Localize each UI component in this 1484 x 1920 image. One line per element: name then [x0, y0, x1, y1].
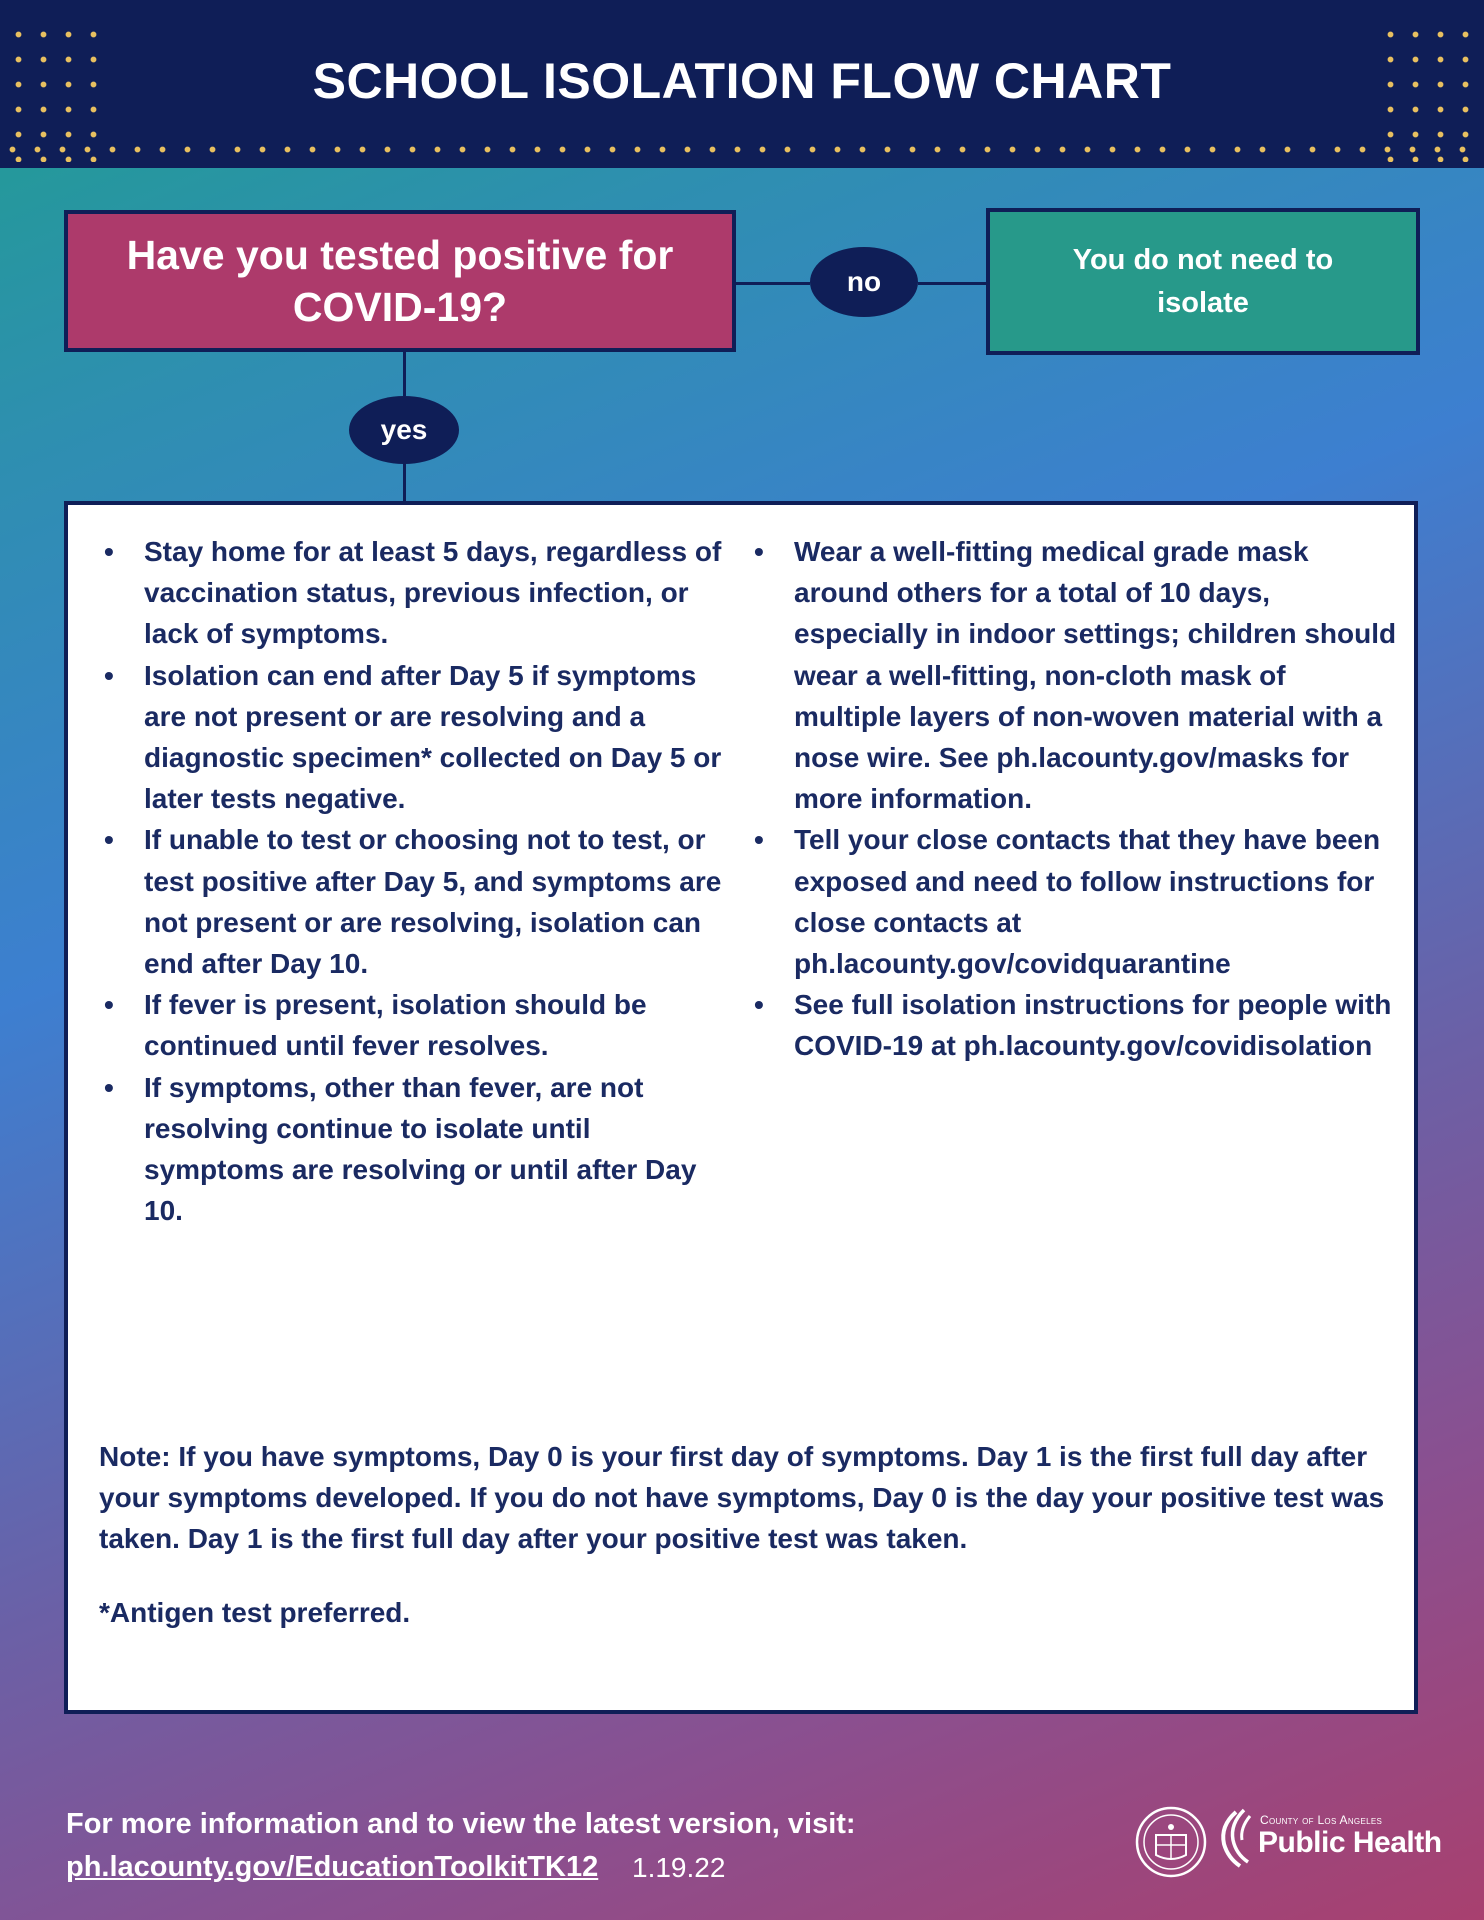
- version-date: 1.19.22: [632, 1852, 726, 1883]
- yes-oval: yes: [349, 396, 459, 464]
- list-item: • Stay home for at least 5 days, regardless of vaccination status, previous infection, or lack of symptoms.: [98, 531, 738, 655]
- list-item: • Wear a well-fitting medical grade mask around others for a total of 10 days, especially in indoor settings; children should wear a well-fitting, non-cloth mask of multiple layers of non-woven material with a nose wire. See ph.lacounty.gov/masks for more information.: [748, 531, 1398, 819]
- question-box: Have you tested positive for COVID-19?: [64, 210, 736, 352]
- county-seal-icon: [1134, 1805, 1208, 1879]
- connector-question-to-yes: [403, 352, 406, 396]
- antigen-footnote: *Antigen test preferred.: [99, 1597, 411, 1628]
- no-oval: no: [810, 247, 918, 317]
- list-item: • If unable to test or choosing not to test, or test positive after Day 5, and symptoms are not present or are resolving, isolation can end after Day 10.: [98, 819, 738, 984]
- instructions-right-list: [748, 531, 1398, 1067]
- list-item: • See full isolation instructions for people with COVID-19 at ph.lacounty.gov/covidisolation: [748, 984, 1398, 1066]
- instructions-left-list: [98, 531, 738, 1231]
- no-result-box: You do not need to isolate: [986, 208, 1420, 355]
- footer-intro-text: For more information and to view the latest version, visit:: [66, 1808, 856, 1840]
- list-item: • Tell your close contacts that they have been exposed and need to follow instructions for close contacts at ph.lacounty.gov/covidquarantine: [748, 819, 1398, 984]
- connector-question-to-no: [736, 282, 810, 285]
- page-title: SCHOOL ISOLATION FLOW CHART: [312, 53, 1172, 109]
- decorative-dots-bottom-row: [0, 137, 1484, 162]
- logo-county-text: County of Los Angeles: [1260, 1813, 1383, 1827]
- connector-yes-to-content: [403, 462, 406, 502]
- instructions-box: [64, 501, 1418, 1714]
- connector-no-to-result: [918, 282, 988, 285]
- logo-public-health-text: Public Health: [1258, 1826, 1442, 1859]
- public-health-logo-icon: [1214, 1806, 1254, 1870]
- toolkit-link[interactable]: ph.lacounty.gov/EducationToolkitTK12: [66, 1851, 599, 1883]
- day-counting-note: Note: If you have symptoms, Day 0 is your first day of symptoms. Day 1 is the first full day after your symptoms developed. If you do not have symptoms, Day 0 is the day your positive test was taken. Day 1 is the first full day after your positive test was taken.: [99, 1441, 1385, 1554]
- list-item: • If fever is present, isolation should be continued until fever resolves.: [98, 984, 738, 1066]
- list-item: • If symptoms, other than fever, are not resolving continue to isolate until symptoms are resolving or until after Day 10.: [98, 1067, 738, 1232]
- header-banner: [0, 0, 1484, 168]
- list-item: • Isolation can end after Day 5 if symptoms are not present or are resolving and a diagnostic specimen* collected on Day 5 or later tests negative.: [98, 655, 738, 820]
